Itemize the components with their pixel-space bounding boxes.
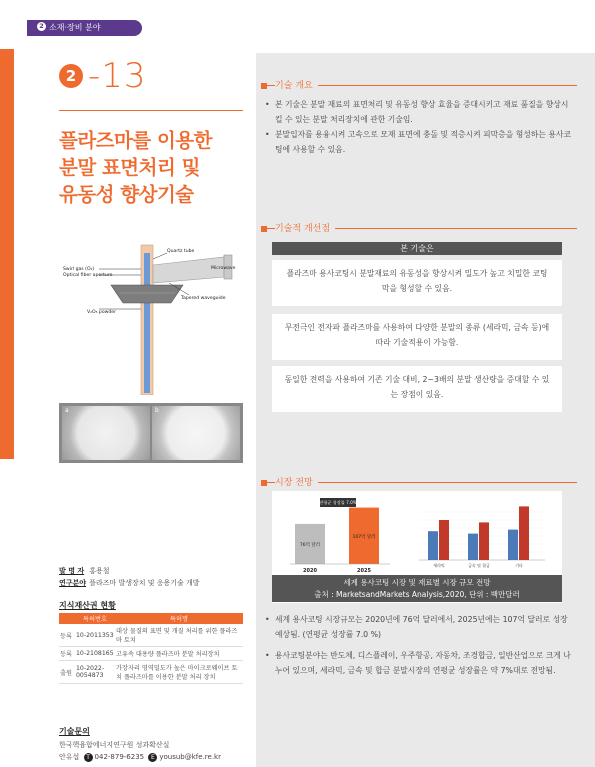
torch-schematic	[59, 243, 243, 395]
diagram-label-swirl-gas: Swirl gas (O₂)	[63, 267, 95, 272]
table-row	[59, 661, 243, 684]
bar	[468, 534, 478, 560]
diagram-label-microwave: Microwave	[211, 266, 236, 271]
improvement-title: 기술적 개선점	[275, 221, 335, 234]
market-bullet-2: • 용사코팅분야는 반도체, 디스플레이, 우주항공, 자동차, 조경합금, 일반산업으로 크게 나누어 있으며, 세라믹, 금속 및 합금 분말시장의 연평균 성장률은 약 7%대로 전망됨.	[265, 651, 571, 675]
page-title-line-1: 플라즈마를 이용한	[59, 129, 212, 152]
inventor-name: 홍용철	[89, 567, 110, 575]
diagram-label-optical-fiber: Optical fiber aperture	[63, 273, 113, 278]
contact-org: 한국핵융합에너지연구원 성과확산실	[59, 741, 170, 749]
market-title: 시장 전망	[275, 475, 318, 488]
improvement-box-1: 플라즈마 용사코팅시 분말재료의 유동성을 향상시켜 밀도가 높고 치밀한 코팅막을 형성할 수 있음.	[272, 260, 562, 306]
code-number-circle: 2	[59, 64, 83, 88]
plasma-column	[144, 253, 150, 393]
improvement-box-2: 무전극인 전자파 플라즈마를 사용하여 다양한 분말의 종류 (세라믹, 금속 등)에 따라 기술적용이 가능함.	[272, 314, 562, 360]
patent-name: 가장자리 영역밀도가 높은 마이크로웨이브 토치 플라즈마를 이용한 분말 처리 장치	[115, 661, 243, 684]
tick-label: 2025	[357, 568, 371, 574]
tick-label: 금속 및 합금	[468, 563, 490, 568]
diagram-label-waveguide: Tapered waveguide	[181, 296, 226, 301]
phone-icon: T	[84, 753, 93, 762]
patent-name: 대상 물질의 표면 및 개질 처리를 위한 플라즈마 토치	[115, 624, 243, 647]
improvement-section-header	[261, 220, 577, 234]
patent-status: 등록	[59, 647, 75, 661]
code-divider	[59, 110, 243, 111]
research-field-value: 플라즈마 발생장치 및 응용기술 개발	[89, 579, 200, 587]
category-label: 소재·장비 분야	[49, 23, 101, 32]
patent-status: 출원	[59, 661, 75, 684]
powder-sample-photo	[59, 403, 243, 463]
bar	[479, 522, 489, 560]
diagram-label-powder: V₂O₅ powder	[87, 310, 117, 315]
table-row	[59, 647, 243, 661]
material-market-chart	[405, 494, 555, 576]
page-title-line-2: 분말 표면처리 및	[59, 156, 200, 179]
overview-bullet-text: 본 기술은 분말 재료의 표면처리 및 유동성 향상 효율을 증대시키고 재료 품질을 향상시킬 수 있는 분말 처리장치에 관한 기술임.	[275, 100, 569, 124]
tick-label: 기타	[515, 563, 523, 568]
annotation-text: 연평균 성장률 7.0%	[319, 500, 357, 505]
overview-section-header	[261, 77, 577, 91]
improvement-box-3: 동일한 전력을 사용하여 기존 기술 대비, 2~3배의 분말 생산량을 증대할 수 있는 장점이 있음.	[272, 366, 562, 412]
patent-number: 10-2011353	[75, 624, 115, 647]
tick-label: 세라믹	[433, 563, 445, 568]
contact-line	[59, 752, 221, 762]
contact-email[interactable]: yousub@kfe.re.kr	[159, 753, 221, 761]
table-row	[59, 624, 243, 647]
category-number: 2	[37, 22, 46, 31]
chart-caption	[272, 575, 562, 602]
sample-plate-a	[62, 406, 150, 460]
market-section-header	[261, 474, 577, 488]
bar	[439, 520, 449, 560]
page-title-line-3: 유동성 향상기술	[59, 183, 194, 206]
market-bullet-text: 세계 용사코팅 시장규모는 2020년에 76억 달러에서, 2025년에는 107억 달러로 성장 예상됨. (연평균 성장률 7.0 %)	[275, 615, 568, 639]
chart-caption-line-2: 출처 : MarketsandMarkets Analysis,2020, 단위 : 백만달러	[314, 590, 520, 599]
market-size-chart	[280, 494, 400, 576]
improvement-header: 본 기술은	[272, 242, 562, 255]
diagram-label-quartz-tube: Quartz tube	[167, 249, 195, 254]
patent-number: 10-2108165	[75, 647, 115, 661]
patent-number: 10-2022-0054873	[75, 661, 115, 684]
code-suffix: -13	[88, 56, 147, 96]
patent-name: 고유속 대용량 플라즈마 분말 처리장치	[115, 647, 243, 661]
patents-title: 지식재산권 현황	[59, 601, 116, 610]
market-bullet-text: 용사코팅분야는 반도체, 디스플레이, 우주항공, 자동차, 조경합금, 일반산업으로 크게 나누어 있으며, 세라믹, 금속 및 합금 분말시장의 연평균 성장률은 약 7%대로 전망됨.	[275, 651, 571, 675]
contact-phone[interactable]: 042-879-6235	[94, 753, 145, 761]
sample-plate-b	[152, 406, 240, 460]
category-tab	[27, 20, 142, 36]
patent-header-number: 특허번호	[75, 613, 115, 624]
overview-title: 기술 개요	[275, 78, 318, 91]
patent-status: 등록	[59, 624, 75, 647]
tick-label: 2020	[303, 568, 317, 574]
patent-table-header	[59, 613, 243, 624]
data-label: 76억 달러	[299, 542, 321, 548]
bar	[519, 506, 529, 560]
inventor-label: 발 명 자	[59, 567, 85, 575]
left-accent-bar	[0, 49, 14, 459]
patent-header-name: 특허명	[115, 613, 243, 624]
email-icon: E	[148, 753, 157, 762]
data-label: 107억 달러	[352, 534, 376, 540]
market-bullet-1: • 세계 용사코팅 시장규모는 2020년에 76억 달러에서, 2025년에는 107억 달러로 성장 예상됨. (연평균 성장률 7.0 %)	[265, 615, 568, 639]
nozzle-cone	[111, 285, 183, 303]
sample-label-a: a	[65, 407, 69, 414]
research-field-label: 연구분야	[59, 579, 87, 587]
bar	[428, 531, 438, 560]
patent-table	[59, 613, 243, 684]
overview-bullet-2: • 분말입자를 용융시켜 고속으로 모재 표면에 충돌 및 적층시켜 피막층을 형성하는 용사코팅에 사용할 수 있음.	[265, 130, 571, 154]
bar	[508, 530, 518, 560]
sample-label-b: b	[155, 407, 159, 414]
plasma-torch-diagram	[59, 243, 243, 395]
inventor-row	[59, 566, 110, 576]
overview-bullet-text: 분말입자를 용융시켜 고속으로 모재 표면에 충돌 및 적층시켜 피막층을 형성하는 용사코팅에 사용할 수 있음.	[275, 130, 571, 154]
contact-title: 기술문의	[59, 727, 90, 736]
chart-caption-line-1: 세계 용사코팅 시장 및 재료별 시장 규모 전망	[343, 578, 491, 587]
research-field-row	[59, 578, 200, 588]
contact-person: 안유섭	[59, 753, 80, 761]
overview-bullet-1: • 본 기술은 분말 재료의 표면처리 및 유동성 향상 효율을 증대시키고 재료 품질을 향상시킬 수 있는 분말 처리장치에 관한 기술임.	[265, 100, 569, 124]
